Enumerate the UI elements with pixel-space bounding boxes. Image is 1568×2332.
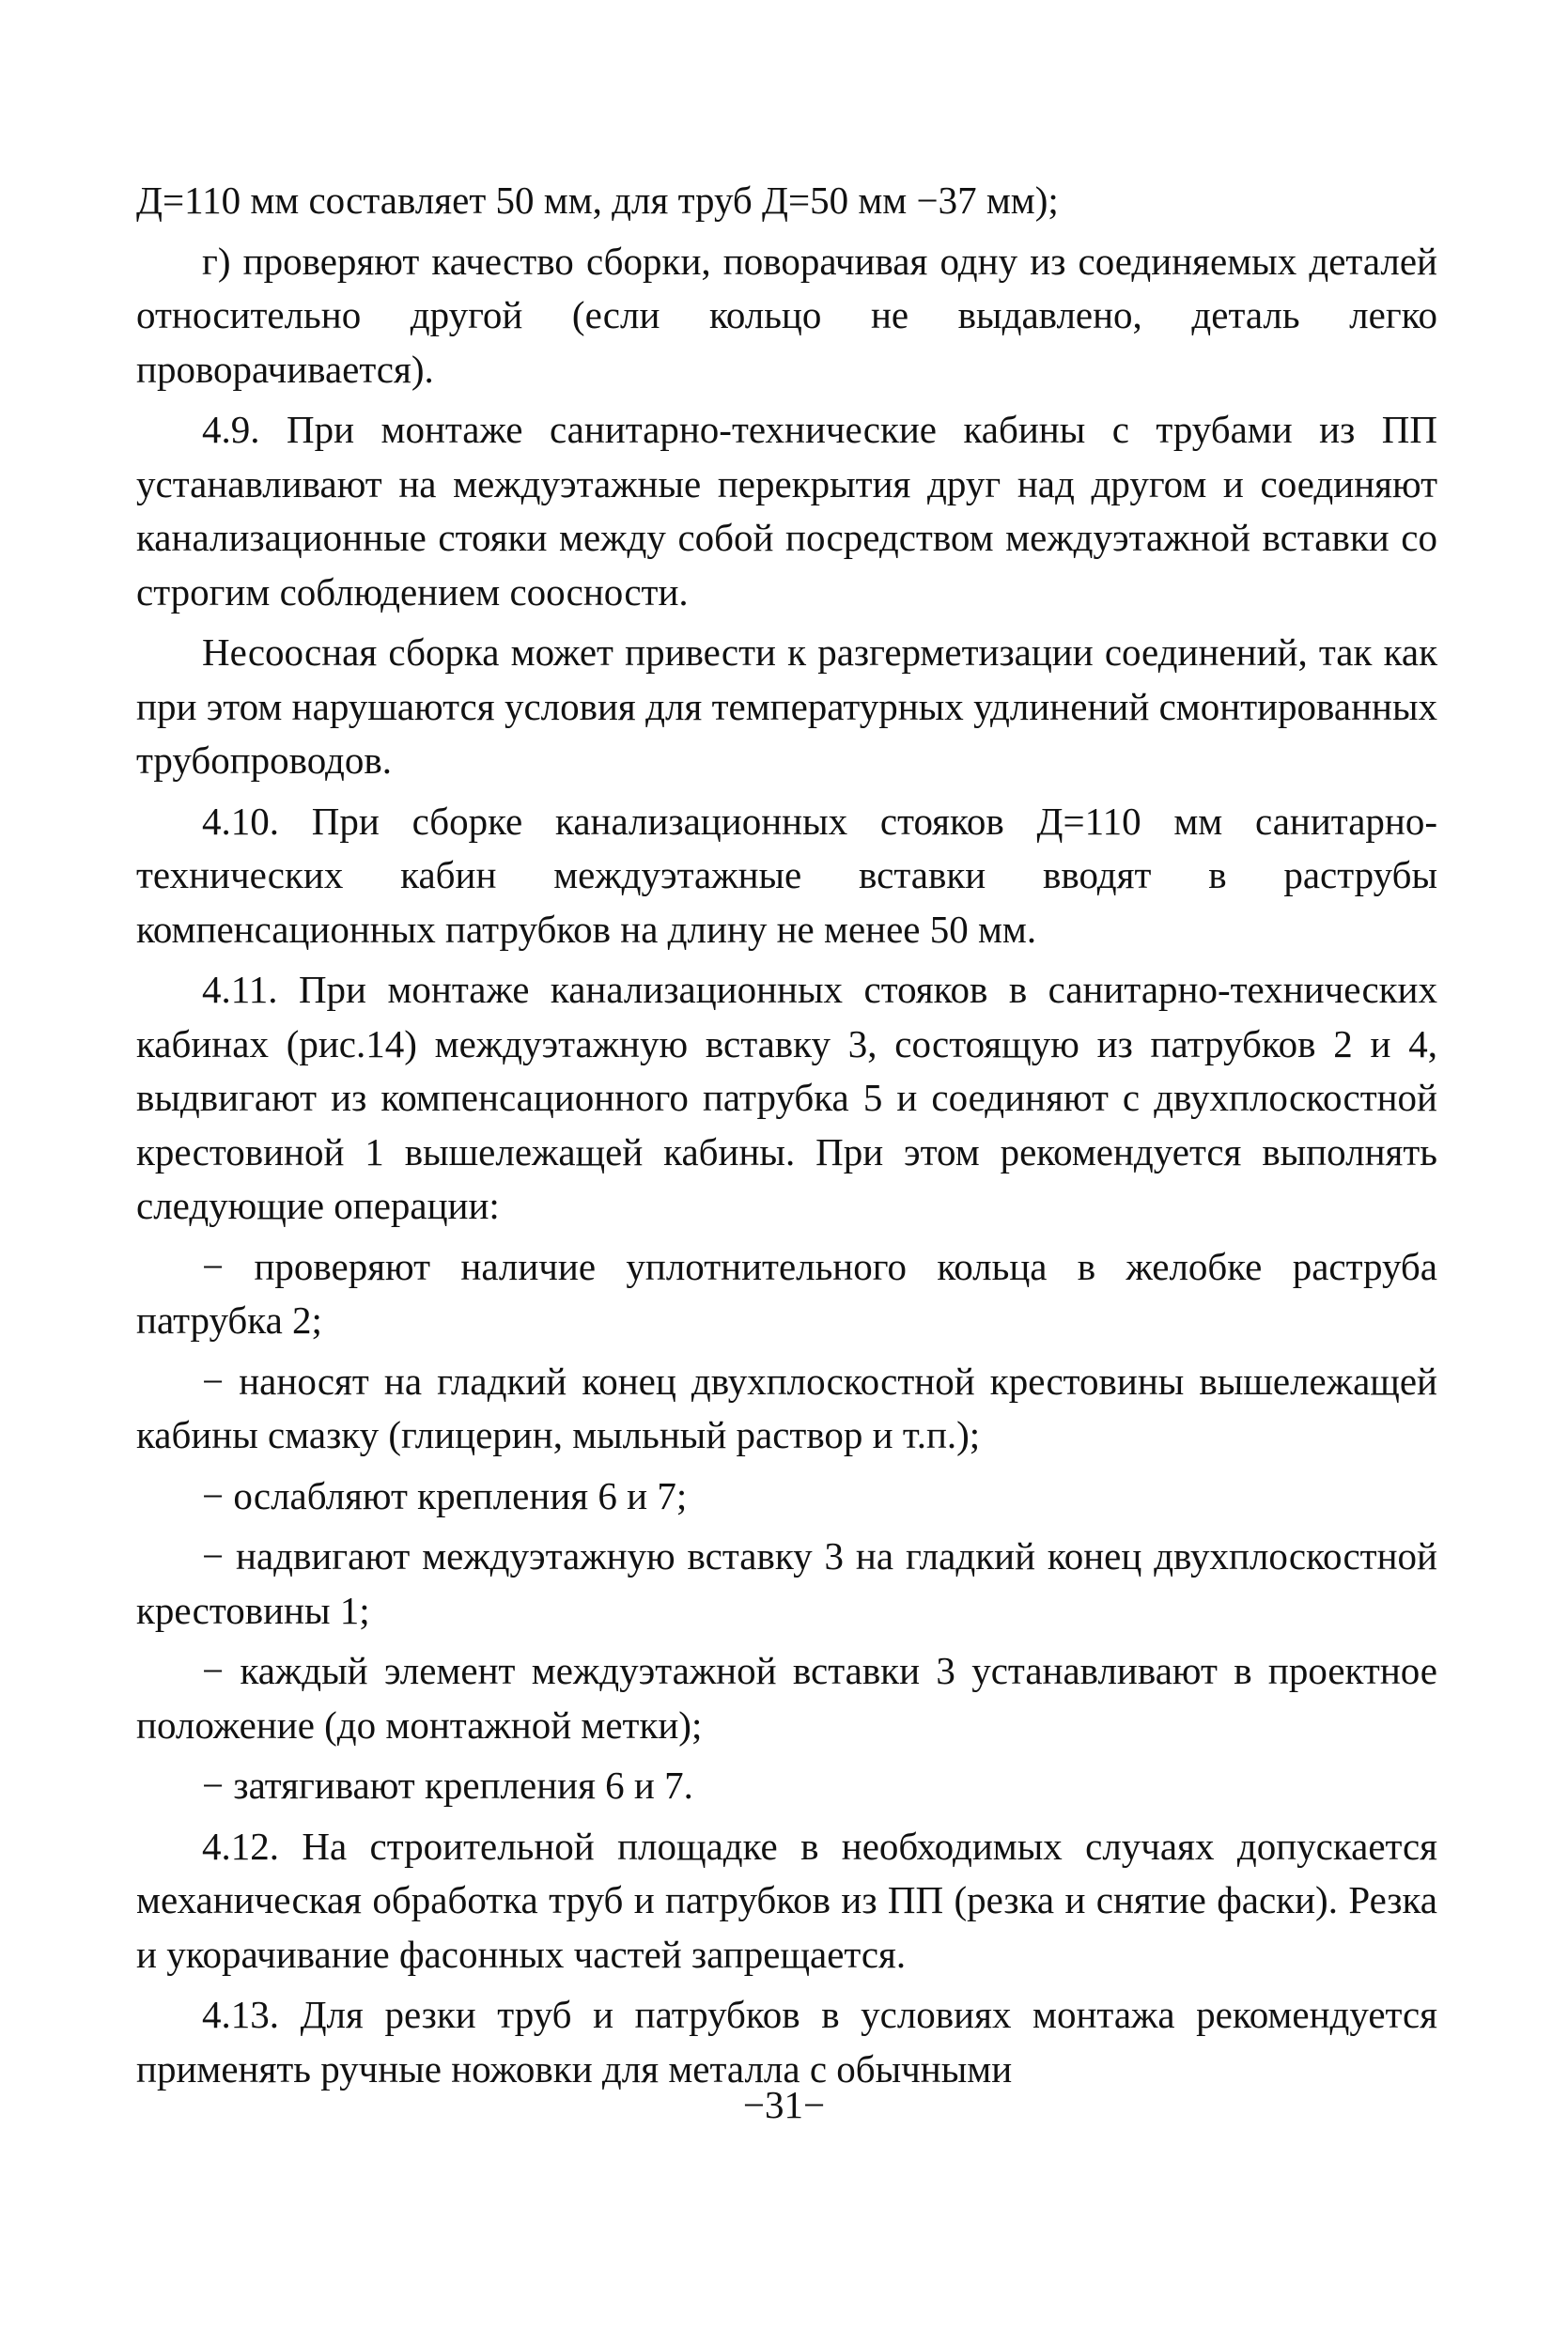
page-number: −31− — [742, 2083, 826, 2126]
paragraph-4-13: 4.13. Для резки труб и патрубков в условиях монтажа рекомендуется применять ручные ножовки для металла с обычными — [136, 1993, 1437, 2091]
list-item-apply-lubricant: − наносят на гладкий конец двухплоскостной крестовины вышележащей кабины смазку (глицерин, мыльный раствор и т.п.); — [136, 1359, 1437, 1456]
paragraph-4-10: 4.10. При сборке канализационных стояков Д=110 мм санитарно-технических кабин междуэтажные вставки вводят в раструбы компенсационных патрубков на длину не менее 50 мм. — [136, 799, 1437, 951]
paragraph-4-11: 4.11. При монтаже канализационных стояков в санитарно-технических кабинах (рис.14) междуэтажную вставку 3, состоящую из патрубков 2 и 4, выдвигают из компенсационного патрубка 5 и соединяют с двухплоскостной крестовиной 1 вышележащей кабины. При этом рекомендуется выполнять следующие операции: — [136, 968, 1437, 1227]
list-item-check-ring: − проверяют наличие уплотнительного кольца в желобке раструба патрубка 2; — [136, 1244, 1437, 1342]
paragraph-4-9: 4.9. При монтаже санитарно-технические кабины с трубами из ПП устанавливают на междуэтажные перекрытия друг над другом и соединяют канализационные стояки между собой посредством междуэтажной вставки со строгим соблюдением соосности. — [136, 408, 1437, 614]
paragraph-misalignment: Несоосная сборка может привести к разгерметизации соединений, так как при этом нарушаются условия для температурных удлинений смонтированных трубопроводов. — [136, 630, 1437, 782]
paragraph-continuation: Д=110 мм составляет 50 мм, для труб Д=50 мм −37 мм); — [136, 179, 1059, 222]
body-text — [136, 174, 1437, 2103]
list-item-loosen-fasteners: − ослабляют крепления 6 и 7; — [202, 1473, 688, 1517]
list-item-tighten-fasteners: − затягивают крепления 6 и 7. — [202, 1764, 693, 1807]
paragraph-4-12: 4.12. На строительной площадке в необходимых случаях допускается механическая обработка труб и патрубков из ПП (резка и снятие фаски). Резка и укорачивание фасонных частей запрещается. — [136, 1824, 1437, 1976]
paragraph-item-g: г) проверяют качество сборки, поворачивая одну из соединяемых деталей относительно другой (если кольцо не выдавлено, деталь легко проворачивается). — [136, 239, 1437, 391]
list-item-position-element: − каждый элемент междуэтажной вставки 3 устанавливают в проектное положение (до монтажной метки); — [136, 1649, 1437, 1747]
list-item-slide-insert: − надвигают междуэтажную вставку 3 на гладкий конец двухплоскостной крестовины 1; — [136, 1534, 1437, 1632]
